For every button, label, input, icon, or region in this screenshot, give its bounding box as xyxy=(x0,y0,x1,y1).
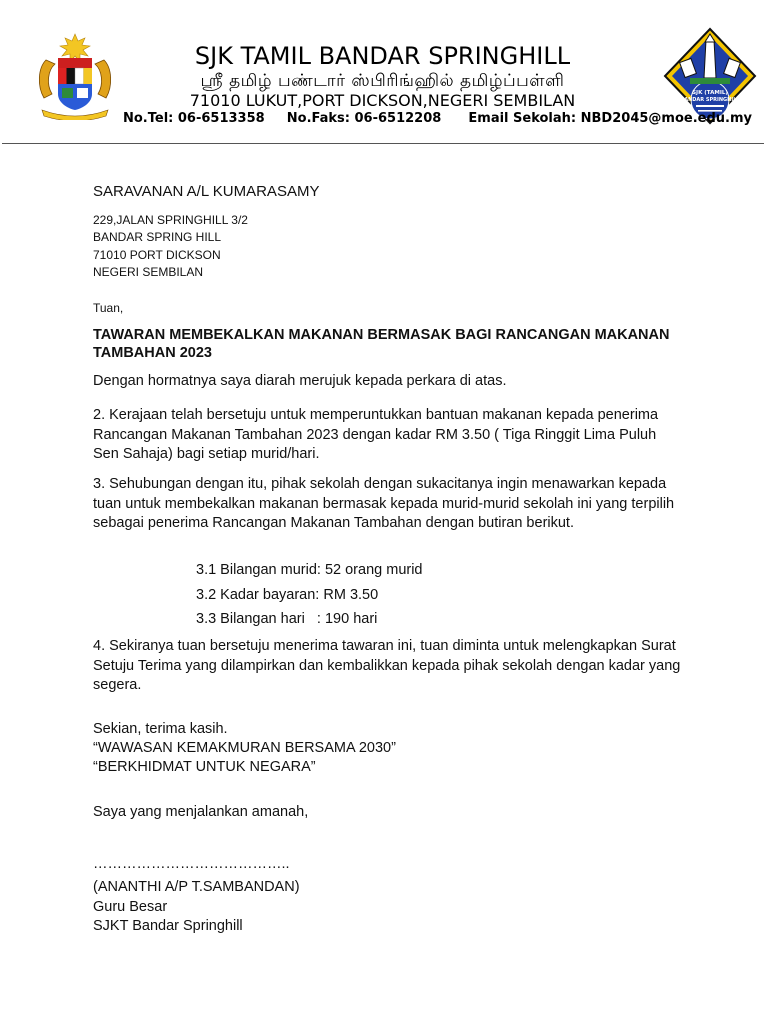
address-line: 229,JALAN SPRINGHILL 3/2 xyxy=(93,213,248,227)
intro-paragraph: Dengan hormatnya saya diarah merujuk kepada perkara di atas. xyxy=(93,373,507,389)
motto-line-2: “BERKHIDMAT UNTUK NEGARA” xyxy=(93,759,316,775)
address-line: 71010 PORT DICKSON xyxy=(93,247,221,262)
signer-title: Guru Besar xyxy=(93,899,168,915)
recipient-address xyxy=(93,212,248,281)
detail-item: 3.1 Bilangan murid: 52 orang murid xyxy=(196,562,423,578)
school-name-tamil: ஸ்ரீ தமிழ் பண்டார் ஸ்பிரிங்ஹில் தமிழ்ப்பள்ளி xyxy=(200,71,565,91)
header-divider xyxy=(2,143,764,144)
closing-line: Sekian, terima kasih. xyxy=(93,721,228,737)
school-fax: No.Faks: 06-6512208 xyxy=(286,111,442,126)
crest-text-1: SJK (TAMIL) xyxy=(692,90,728,96)
crest-text-2: BANDAR SPRINGHILL xyxy=(680,97,740,103)
address-line: BANDAR SPRING HILL xyxy=(93,230,222,245)
signer-school: SJKT Bandar Springhill xyxy=(93,918,243,934)
paragraph-2: 2. Kerajaan telah bersetuju untuk memperuntukkan bantuan makanan kepada penerima Rancangan Makanan Tambahan 2023 dengan kadar RM 3.50 ( Tiga Ringgit Lima Puluh Sen Sahaja) bagi setiap murid/hari. xyxy=(93,407,659,462)
address-line: NEGERI SEMBILAN xyxy=(93,264,204,279)
school-tel: No.Tel: 06-6513358 xyxy=(123,111,265,126)
sign-intro: Saya yang menjalankan amanah, xyxy=(93,804,309,820)
malaysia-coat-of-arms-logo xyxy=(36,32,114,120)
school-name: SJK TAMIL BANDAR SPRINGHILL xyxy=(194,42,571,70)
signature-line: ………………………………….. xyxy=(93,856,290,872)
paragraph-3: 3. Sehubungan dengan itu, pihak sekolah dengan sukacitanya ingin menawarkan kepada tuan untuk membekalkan makanan bermasak kepada murid-murid sekolah ini yang terpilih sebagai penerima Rancangan Makanan Tambahan dengan butiran berikut. xyxy=(93,476,675,531)
paragraph-4: 4. Sekiranya tuan bersetuju menerima tawaran ini, tuan diminta untuk melengkapkan Surat Setuju Terima yang dilampirkan dan kembalikkan kepada pihak sekolah dengan kadar yang segera. xyxy=(93,638,681,693)
detail-item: 3.3 Bilangan hari : 190 hari xyxy=(196,611,378,627)
signer-name: (ANANTHI A/P T.SAMBANDAN) xyxy=(93,879,300,895)
recipient-name: SARAVANAN A/L KUMARASAMY xyxy=(93,183,320,200)
motto-line-1: “WAWASAN KEMAKMURAN BERSAMA 2030” xyxy=(93,740,396,756)
school-email: Email Sekolah: NBD2045@moe.edu.my xyxy=(468,111,752,126)
letter-subject: TAWARAN MEMBEKALKAN MAKANAN BERMASAK BAGI RANCANGAN MAKANAN TAMBAHAN 2023 xyxy=(93,327,670,361)
school-contact-line xyxy=(123,111,752,126)
salutation: Tuan, xyxy=(93,301,124,315)
detail-item: 3.2 Kadar bayaran: RM 3.50 xyxy=(196,587,379,603)
school-address: 71010 LUKUT,PORT DICKSON,NEGERI SEMBILAN xyxy=(189,91,576,110)
